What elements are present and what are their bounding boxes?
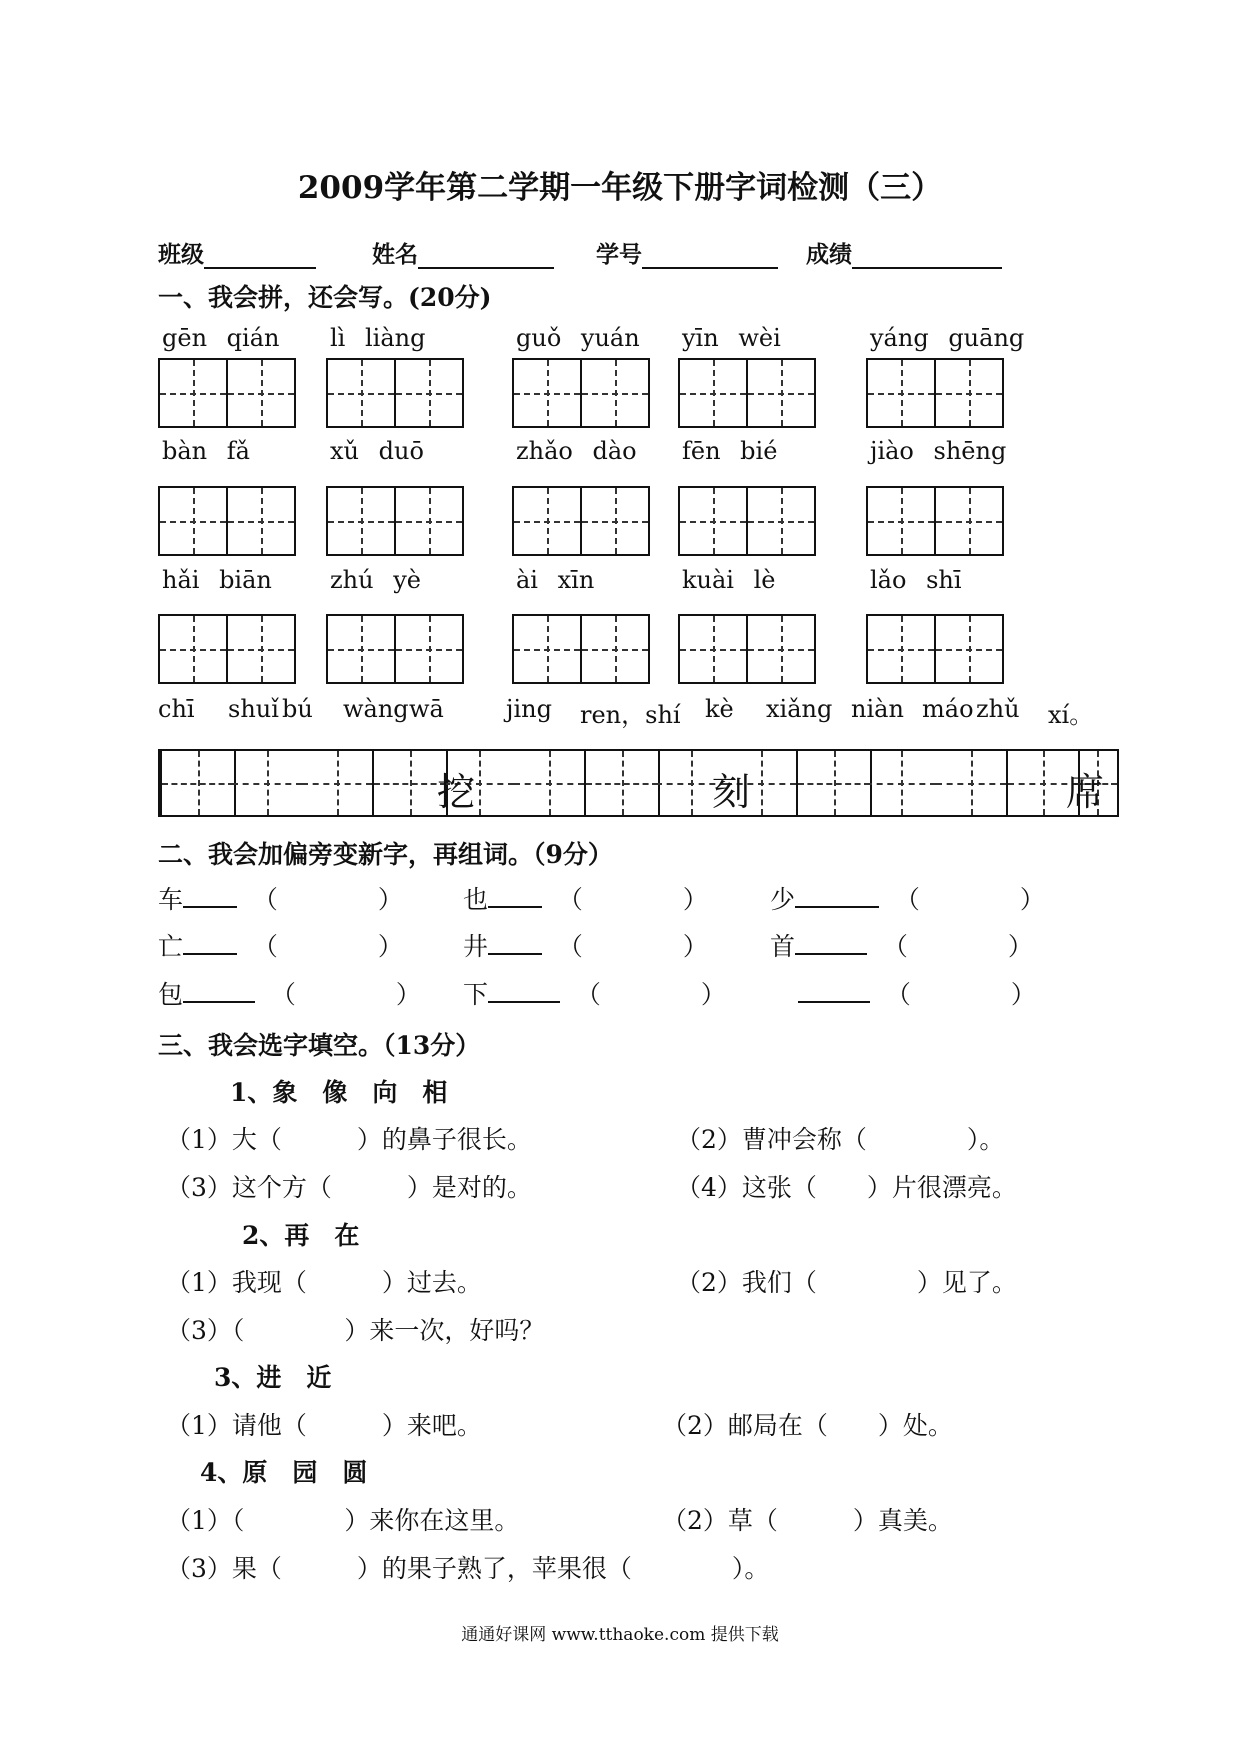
answer-blank[interactable] <box>488 931 542 955</box>
writing-box-pair <box>512 358 650 428</box>
pinyin-label: jiào shēng <box>870 437 1007 465</box>
given-character: 刻 <box>712 770 751 814</box>
base-character: 亡 <box>158 932 184 961</box>
strip-cell[interactable] <box>584 751 660 815</box>
q1-2: （2）曹冲会称（ ）。 <box>676 1125 1005 1154</box>
radical-item <box>770 975 1036 1011</box>
writing-cell[interactable] <box>396 486 464 556</box>
pinyin-syllable: bú <box>282 695 313 723</box>
q4-2: （2）草（ ）真美。 <box>662 1506 953 1535</box>
writing-cell[interactable] <box>158 358 228 428</box>
writing-box-pair <box>512 486 650 556</box>
answer-blank[interactable] <box>183 931 237 955</box>
writing-box-pair <box>326 614 464 684</box>
pinyin-label: kuài lè <box>682 566 776 594</box>
base-character: 首 <box>770 932 796 961</box>
score-label: 成绩 <box>806 241 852 268</box>
writing-box-pair <box>678 614 816 684</box>
answer-blank[interactable] <box>795 884 879 908</box>
writing-box-pair <box>678 486 816 556</box>
pinyin-label: lǎo shī <box>870 566 962 594</box>
score-field <box>806 236 1002 269</box>
score-blank[interactable] <box>852 243 1002 269</box>
writing-cell[interactable] <box>748 486 816 556</box>
writing-cell[interactable] <box>396 614 464 684</box>
q1-1: （1）大（ ）的鼻子很长。 <box>166 1125 532 1154</box>
footer: 通通好课网 www.tthaoke.com 提供下载 <box>461 1625 779 1645</box>
writing-cell[interactable] <box>582 358 650 428</box>
answer-blank[interactable] <box>795 931 867 955</box>
given-character: 席 <box>1066 770 1105 814</box>
word-parentheses[interactable]: （ ） <box>542 885 708 914</box>
q1-3: （3）这个方（ ）是对的。 <box>166 1173 532 1202</box>
word-parentheses[interactable]: （ ） <box>255 980 421 1009</box>
writing-cell[interactable] <box>228 614 296 684</box>
base-character: 井 <box>463 932 489 961</box>
writing-cell[interactable] <box>512 486 582 556</box>
pinyin-syllable: zhǔ <box>976 695 1020 723</box>
writing-cell[interactable] <box>936 614 1004 684</box>
writing-box-pair <box>326 358 464 428</box>
section1-heading: 一、我会拼，还会写。(20分) <box>158 283 492 312</box>
pinyin-syllable: máo <box>922 695 974 723</box>
writing-cell[interactable] <box>512 614 582 684</box>
group2-options: 2、再 在 <box>242 1221 360 1250</box>
writing-box-pair <box>512 614 650 684</box>
writing-box-pair <box>158 358 296 428</box>
writing-cell[interactable] <box>936 358 1004 428</box>
q2-1: （1）我现（ ）过去。 <box>166 1268 482 1297</box>
q4-3: （3）果（ ）的果子熟了，苹果很（ ）。 <box>166 1554 770 1583</box>
writing-cell[interactable] <box>748 614 816 684</box>
pinyin-label: hǎi biān <box>162 566 272 594</box>
pinyin-syllable: niàn <box>851 695 904 723</box>
writing-cell[interactable] <box>936 486 1004 556</box>
writing-cell[interactable] <box>326 486 396 556</box>
number-field <box>596 236 778 269</box>
answer-blank[interactable] <box>183 979 255 1003</box>
writing-cell[interactable] <box>582 614 650 684</box>
section3-heading: 三、我会选字填空。（13分） <box>158 1031 481 1060</box>
group4-options: 4、原 园 圆 <box>200 1458 368 1487</box>
given-character: 挖 <box>437 770 476 814</box>
word-parentheses[interactable]: （ ） <box>870 980 1036 1009</box>
group1-options: 1、象 像 向 相 <box>230 1078 448 1107</box>
writing-cell[interactable] <box>678 614 748 684</box>
writing-box-pair <box>866 486 1004 556</box>
pinyin-label: yáng guāng <box>870 324 1025 352</box>
q4-1: （1）（ ）来你在这里。 <box>166 1506 520 1535</box>
group3-options: 3、进 近 <box>214 1363 332 1392</box>
writing-box-pair <box>326 486 464 556</box>
writing-cell[interactable] <box>512 358 582 428</box>
q3-1: （1）请他（ ）来吧。 <box>166 1411 482 1440</box>
writing-cell[interactable] <box>326 614 396 684</box>
strip-cell[interactable] <box>160 751 236 815</box>
writing-box-pair <box>866 614 1004 684</box>
word-parentheses[interactable]: （ ） <box>867 932 1033 961</box>
writing-cell[interactable] <box>326 358 396 428</box>
writing-box-pair <box>158 486 296 556</box>
pinyin-syllable: wā <box>409 695 444 723</box>
pinyin-syllable: kè <box>705 695 734 723</box>
writing-box-pair <box>158 614 296 684</box>
number-label: 学号 <box>596 241 642 268</box>
strip-cell[interactable] <box>302 751 372 815</box>
writing-cell[interactable] <box>228 486 296 556</box>
radical-item <box>770 880 1045 916</box>
word-parentheses[interactable]: （ ） <box>542 932 708 961</box>
writing-cell[interactable] <box>866 614 936 684</box>
word-parentheses[interactable]: （ ） <box>560 980 726 1009</box>
strip-cell[interactable] <box>796 751 872 815</box>
radical-item <box>158 927 403 963</box>
answer-blank[interactable] <box>798 979 870 1003</box>
pinyin-label: gēn qián <box>162 324 280 352</box>
writing-cell[interactable] <box>678 358 748 428</box>
radical-item <box>463 927 708 963</box>
writing-strip <box>158 749 1119 817</box>
strip-cell[interactable] <box>232 751 302 815</box>
pinyin-syllable: chī <box>158 695 195 723</box>
word-parentheses[interactable]: （ ） <box>237 885 403 914</box>
q2-3: （3）（ ）来一次，好吗？ <box>166 1316 545 1345</box>
writing-cell[interactable] <box>678 486 748 556</box>
writing-cell[interactable] <box>866 358 936 428</box>
pinyin-label: guǒ yuán <box>516 324 640 352</box>
writing-cell[interactable] <box>158 614 228 684</box>
pinyin-label: ài xīn <box>516 566 595 594</box>
name-label: 姓名 <box>372 241 418 268</box>
name-field <box>372 236 554 269</box>
pinyin-label: yīn wèi <box>682 324 781 352</box>
name-blank[interactable] <box>418 243 554 269</box>
pinyin-syllable: jing <box>506 695 552 723</box>
number-blank[interactable] <box>642 243 778 269</box>
writing-box-pair <box>678 358 816 428</box>
radical-item <box>770 927 1033 963</box>
class-label: 班级 <box>158 241 204 268</box>
writing-cell[interactable] <box>396 358 464 428</box>
pinyin-label: fēn bié <box>682 437 778 465</box>
radical-item <box>463 880 708 916</box>
strip-cell[interactable] <box>514 751 584 815</box>
pinyin-syllable: ren，shí <box>580 701 681 729</box>
base-character: 也 <box>463 885 489 914</box>
pinyin-label: lì liàng <box>330 324 426 352</box>
q1-4: （4）这张（ ）片很漂亮。 <box>676 1173 1017 1202</box>
pinyin-syllable: shuǐ <box>228 695 279 723</box>
pinyin-label: zhú yè <box>330 566 421 594</box>
page-title: 2009学年第二学期一年级下册字词检测（三） <box>297 170 943 206</box>
writing-cell[interactable] <box>582 486 650 556</box>
section2-heading: 二、我会加偏旁变新字，再组词。（9分） <box>158 840 613 869</box>
writing-cell[interactable] <box>866 486 936 556</box>
q3-2: （2）邮局在（ ）处。 <box>662 1411 953 1440</box>
writing-box-pair <box>866 358 1004 428</box>
q2-2: （2）我们（ ）见了。 <box>676 1268 1017 1297</box>
pinyin-syllable: wàng <box>343 695 409 723</box>
writing-cell[interactable] <box>158 486 228 556</box>
base-character: 下 <box>463 980 489 1009</box>
class-blank[interactable] <box>204 243 316 269</box>
word-parentheses[interactable]: （ ） <box>879 885 1045 914</box>
answer-blank[interactable] <box>488 884 542 908</box>
pinyin-syllable: xiǎng <box>766 695 833 723</box>
writing-cell[interactable] <box>748 358 816 428</box>
class-field <box>158 236 316 269</box>
pinyin-label: zhǎo dào <box>516 437 637 465</box>
pinyin-label: bàn fǎ <box>162 437 250 465</box>
base-character: 包 <box>158 980 184 1009</box>
strip-cell[interactable] <box>936 751 1006 815</box>
radical-item <box>158 880 403 916</box>
base-character: 车 <box>158 885 184 914</box>
answer-blank[interactable] <box>183 884 237 908</box>
radical-item <box>158 975 421 1011</box>
pinyin-syllable: xí。 <box>1048 701 1094 729</box>
writing-cell[interactable] <box>228 358 296 428</box>
strip-cell[interactable] <box>866 751 936 815</box>
pinyin-label: xǔ duō <box>330 437 424 465</box>
base-character: 少 <box>770 885 796 914</box>
radical-item <box>463 975 726 1011</box>
answer-blank[interactable] <box>488 979 560 1003</box>
word-parentheses[interactable]: （ ） <box>237 932 403 961</box>
